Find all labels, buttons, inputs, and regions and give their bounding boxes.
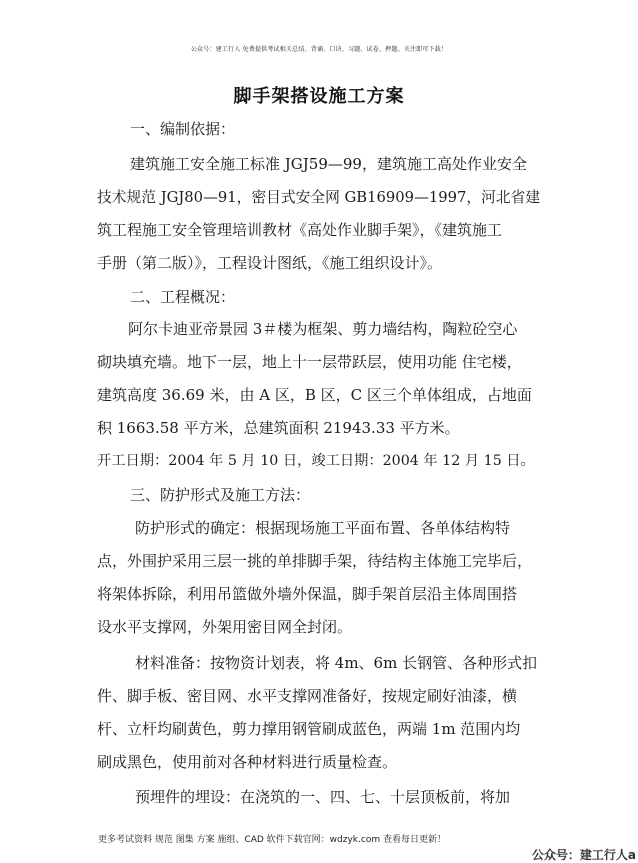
footer-watermark: 公众号：建工行人a: [531, 848, 636, 862]
paragraph-line: 预埋件的埋设：在浇筑的一、四、七、十层顶板前，将加: [135, 788, 511, 806]
paragraph-line: 建筑高度 36.69 米，由 A 区，B 区，C 区三个单体组成，占地面: [97, 386, 532, 404]
paragraph-line: 杆、立杆均刷黄色，剪力撑用钢管刷成蓝色，两端 1m 范围内均: [97, 720, 521, 738]
section-heading: 一、编制依据：: [130, 120, 236, 138]
paragraph-line: 开工日期：2004 年 5 月 10 日，竣工日期：2004 年 12 月 15 日。: [97, 453, 535, 469]
paragraph-line: 技术规范 JGJ80—91，密目式安全网 GB16909—1997，河北省建: [97, 189, 541, 206]
section-heading: 三、防护形式及施工方法：: [130, 486, 311, 504]
paragraph-line: 件、脚手板、密目网、水平支撑网准备好，按规定刷好油漆，横: [97, 687, 518, 705]
paragraph-line: 设水平支撑网，外架用密目网全封闭。: [97, 618, 353, 636]
paragraph-line: 阿尔卡迪亚帝景园 3＃楼为框架、剪力墙结构，陶粒砼空心: [128, 320, 518, 338]
paragraph-line: 材料准备：按物资计划表，将 4m、6m 长钢管、各种形式扣: [135, 654, 538, 672]
paragraph-line: 手册（第二版）》，工程设计图纸，《施工组织设计》。: [97, 254, 443, 272]
paragraph-line: 砌块填充墙。地下一层，地上十一层带跃层，使用功能 住宅楼，: [97, 353, 522, 371]
paragraph-line: 建筑施工安全施工标准 JGJ59—99，建筑施工高处作业安全: [130, 155, 527, 173]
document-title: 脚手架搭设施工方案: [233, 86, 405, 107]
paragraph-line: 将架体拆除，利用吊篮做外墙外保温，脚手架首层沿主体周围搭: [97, 585, 518, 603]
footer-note: 更多考试资料 规范 图集 方案 施组、CAD 软件下载官网：wdzyk.com 查看每日更新！: [98, 835, 446, 845]
paragraph-line: 积 1663.58 平方米，总建筑面积 21943.33 平方米。: [97, 419, 460, 437]
header-note: 公众号：建工行人 免费提供考试相关总结、背诵、口诀、习题、试卷、押题。关注即可下载！: [190, 46, 448, 53]
paragraph-line: 刷成黑色，使用前对各种材料进行质量检查。: [97, 753, 398, 771]
paragraph-line: 防护形式的确定：根据现场施工平面布置、各单体结构特: [135, 519, 511, 537]
section-heading: 二、工程概况：: [130, 288, 236, 306]
paragraph-line: 点，外围护采用三层一挑的单排脚手架，待结构主体施工完毕后，: [97, 552, 533, 570]
paragraph-line: 筑工程施工安全管理培训教材《高处作业脚手架》，《建筑施工: [97, 221, 503, 239]
